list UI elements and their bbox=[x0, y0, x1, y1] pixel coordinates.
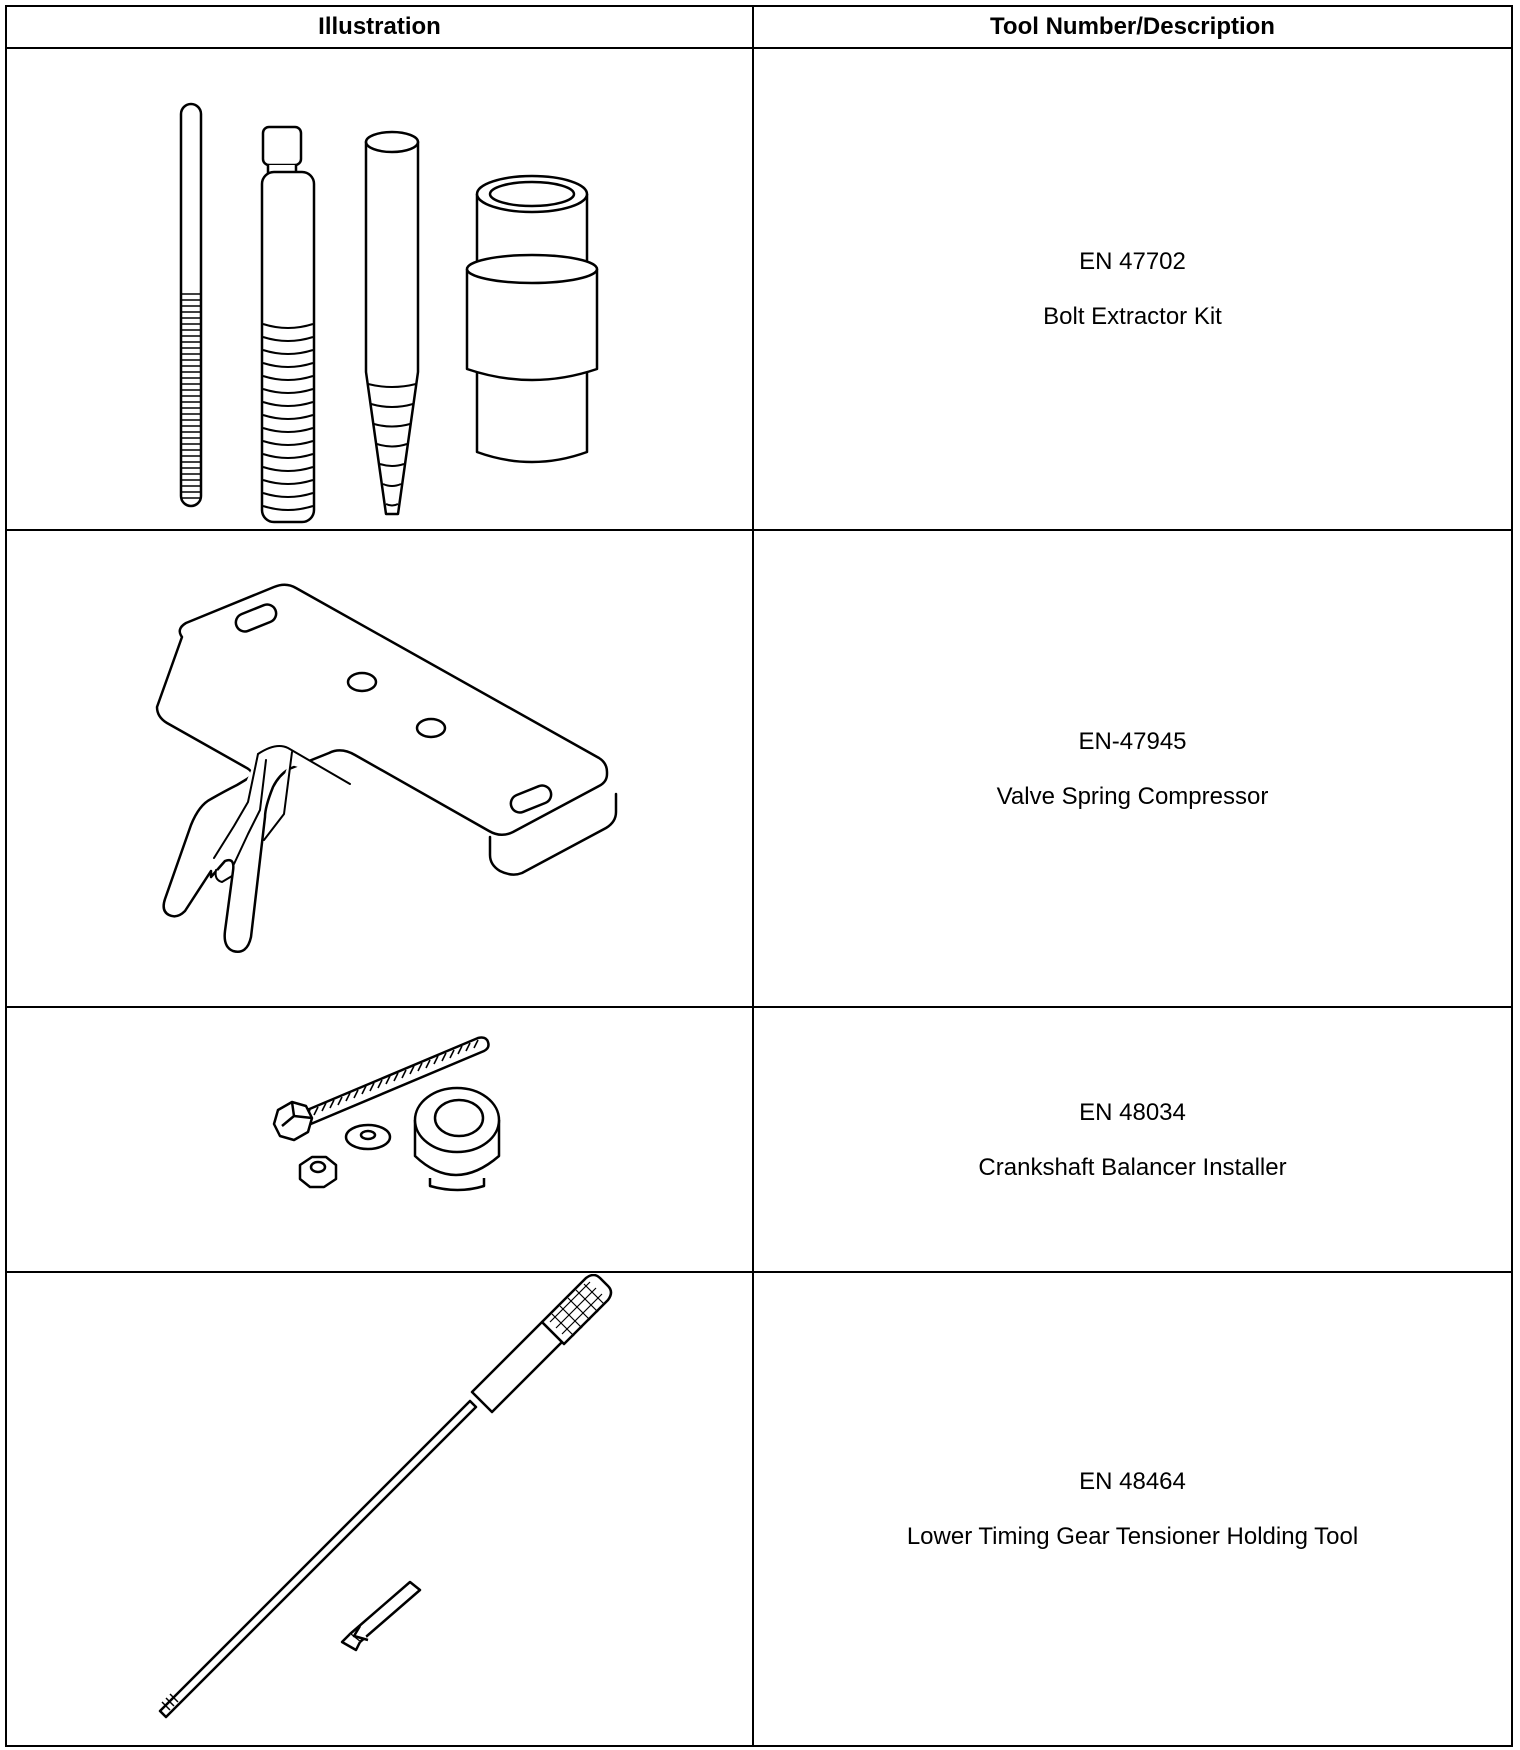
extractor-with-square-drive bbox=[262, 127, 314, 522]
table-row bbox=[6, 530, 1512, 1007]
tool-number: EN 48034 bbox=[1079, 1098, 1186, 1126]
tapered-extractor bbox=[366, 132, 418, 514]
crankshaft-balancer-installer-drawing bbox=[10, 1010, 750, 1270]
tool-number: EN 47702 bbox=[1079, 248, 1186, 275]
special-tools-table bbox=[5, 5, 1513, 1747]
description-header: Tool Number/Description bbox=[753, 6, 1512, 48]
description-cell bbox=[753, 530, 1512, 1007]
bolt-extractor-kit-drawing bbox=[10, 54, 750, 524]
installer-adapter bbox=[415, 1088, 499, 1190]
table-row bbox=[6, 1007, 1512, 1272]
timing-gear-tensioner-holding-tool-drawing bbox=[10, 1274, 750, 1744]
tool-description: Valve Spring Compressor bbox=[996, 782, 1269, 810]
valve-spring-compressor-drawing bbox=[10, 534, 750, 1004]
description-cell bbox=[753, 1007, 1512, 1272]
threaded-rod bbox=[181, 104, 201, 506]
flat-washer bbox=[346, 1125, 390, 1149]
hex-nut bbox=[300, 1157, 336, 1187]
illustration-cell bbox=[6, 1007, 753, 1272]
drive-sleeve bbox=[467, 176, 597, 462]
tool-description: Crankshaft Balancer Installer bbox=[978, 1153, 1287, 1181]
header-row bbox=[6, 6, 1512, 48]
table-row bbox=[6, 48, 1512, 530]
illustration-cell bbox=[6, 530, 753, 1007]
illustration-cell bbox=[6, 1272, 753, 1746]
knurled-handle bbox=[542, 1275, 611, 1344]
tool-description: Bolt Extractor Kit bbox=[1043, 303, 1222, 330]
description-cell bbox=[753, 1272, 1512, 1746]
wedge-spacer bbox=[342, 1582, 420, 1650]
tool-number: EN 48464 bbox=[1079, 1468, 1186, 1495]
tool-number: EN-47945 bbox=[1078, 727, 1187, 755]
illustration-cell bbox=[6, 48, 753, 530]
tool-description: Lower Timing Gear Tensioner Holding Tool bbox=[906, 1523, 1359, 1550]
table-row bbox=[6, 1272, 1512, 1746]
description-cell bbox=[753, 48, 1512, 530]
illustration-header: Illustration bbox=[6, 6, 753, 48]
